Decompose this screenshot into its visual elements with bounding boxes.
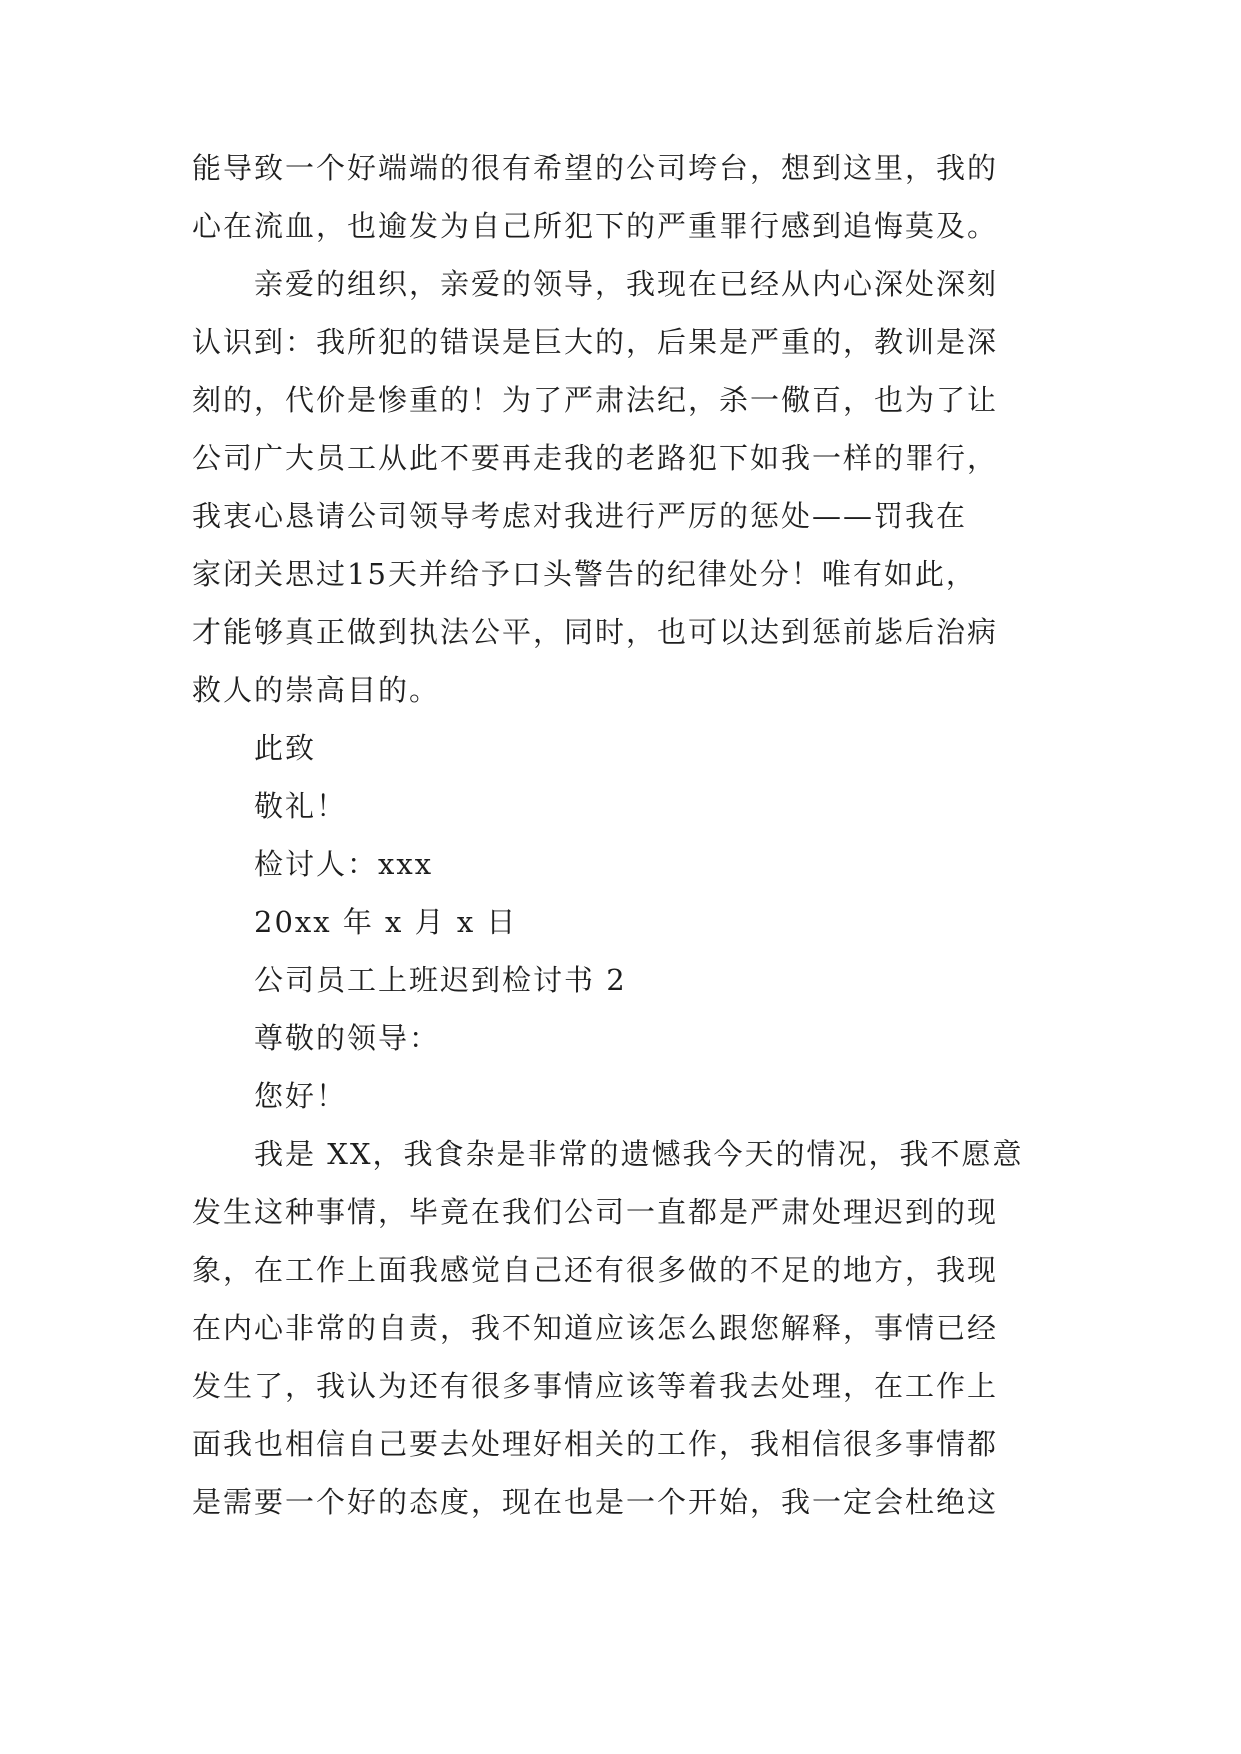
- paragraph-line: 刻的，代价是惨重的！为了严肃法纪，杀一儆百，也为了让: [192, 383, 999, 417]
- greeting-line: 您好！: [254, 1079, 348, 1113]
- salutation-line: 敬礼！: [254, 789, 348, 823]
- paragraph-line: 是需要一个好的态度，现在也是一个开始，我一定会杜绝这: [192, 1485, 999, 1519]
- signer-line: 检讨人：xxx: [254, 847, 434, 881]
- paragraph-line: 心在流血，也逾发为自己所犯下的严重罪行感到追悔莫及。: [192, 209, 999, 243]
- paragraph-line: 认识到：我所犯的错误是巨大的，后果是严重的，教训是深: [192, 325, 999, 359]
- paragraph-line: 救人的崇高目的。: [192, 673, 441, 707]
- greeting-line: 尊敬的领导：: [254, 1021, 441, 1055]
- paragraph-line: 公司广大员工从此不要再走我的老路犯下如我一样的罪行，: [192, 441, 999, 475]
- date-line: 20xx 年 x 月 x 日: [254, 905, 518, 939]
- paragraph-line: 面我也相信自己要去处理好相关的工作，我相信很多事情都: [192, 1427, 999, 1461]
- paragraph-line: 发生这种事情，毕竟在我们公司一直都是严肃处理迟到的现: [192, 1195, 999, 1229]
- paragraph-line: 象，在工作上面我感觉自己还有很多做的不足的地方，我现: [192, 1253, 999, 1287]
- paragraph-line: 发生了，我认为还有很多事情应该等着我去处理，在工作上: [192, 1369, 999, 1403]
- paragraph-line: 能导致一个好端端的很有希望的公司垮台，想到这里，我的: [192, 151, 999, 185]
- paragraph-line: 我是 XX，我食杂是非常的遗憾我今天的情况，我不愿意: [254, 1137, 1024, 1171]
- paragraph-line: 亲爱的组织，亲爱的领导，我现在已经从内心深处深刻: [254, 267, 999, 301]
- paragraph-line: 在内心非常的自责，我不知道应该怎么跟您解释，事情已经: [192, 1311, 999, 1345]
- paragraph-line: 家闭关思过15天并给予口头警告的纪律处分！唯有如此，: [192, 557, 977, 591]
- paragraph-line: 我衷心恳请公司领导考虑对我进行严厉的惩处——罚我在: [192, 499, 968, 533]
- paragraph-line: 才能够真正做到执法公平，同时，也可以达到惩前毖后治病: [192, 615, 999, 649]
- closing-line: 此致: [254, 731, 317, 765]
- section-title: 公司员工上班迟到检讨书 2: [254, 963, 627, 997]
